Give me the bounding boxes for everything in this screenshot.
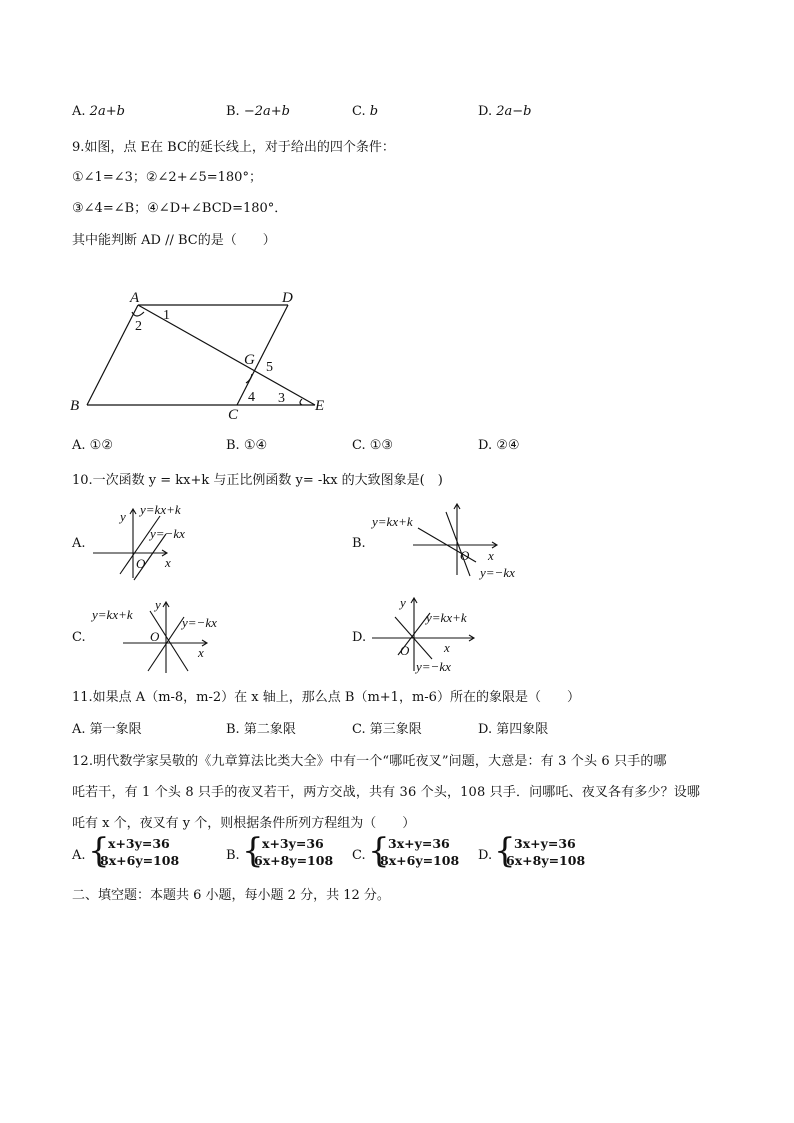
q10-graph-a (88, 498, 213, 583)
q12-option-d-eq1: 3x+y=36 (514, 836, 576, 851)
label-d: D (282, 290, 293, 306)
q9-figure (60, 282, 350, 422)
q12-option-d-eq2: 6x+8y=108 (506, 853, 586, 868)
q11-option-c: C. 第三象限 (352, 722, 422, 737)
svg-text:y=kx+k: y=kx+k (92, 607, 133, 622)
q10-graph-b (368, 500, 538, 585)
label-a: A (130, 290, 140, 306)
svg-text:y: y (120, 509, 126, 524)
q12-option-a-eq1: x+3y=36 (108, 836, 170, 851)
svg-text:y=−kx: y=−kx (150, 526, 185, 541)
q10-graph-d (368, 593, 518, 678)
q12-option-d-brace: { (494, 831, 516, 871)
q12-option-b-brace: { (242, 831, 264, 871)
q12-option-b-letter: B. (226, 848, 240, 863)
q12-option-a-letter: A. (72, 848, 86, 863)
svg-text:x: x (488, 548, 494, 563)
svg-text:O: O (150, 629, 160, 644)
angle-3-label: 3 (278, 391, 285, 406)
svg-text:y: y (155, 597, 161, 612)
angle-4-label: 4 (248, 390, 255, 405)
q10-option-d-letter: D. (352, 630, 367, 645)
q9-option-b: B. ①④ (226, 438, 268, 453)
q9-stem: 9.如图，点 E在 BC的延长线上，对于给出的四个条件： (72, 140, 395, 155)
q8-option-b: B. −2a+b (226, 104, 290, 119)
q10-option-b-letter: B. (352, 536, 366, 551)
svg-text:y=−kx: y=−kx (182, 615, 217, 630)
svg-text:O: O (136, 556, 146, 571)
label-e: E (315, 398, 325, 414)
svg-text:y=kx+k: y=kx+k (426, 610, 467, 625)
q12-line-3: 吒有 x 个，夜叉有 y 个，则根据条件所列方程组为（ ） (72, 816, 416, 831)
svg-text:x: x (165, 555, 171, 570)
svg-text:x: x (198, 645, 204, 660)
svg-text:y=kx+k: y=kx+k (140, 502, 181, 517)
q12-line-2: 吒若干，有 1 个头 8 只手的夜叉若干，两方交战，共有 36 个头，108 只手．问哪吒、夜叉各有多少？设哪 (72, 785, 701, 800)
q8-option-c: C. b (352, 104, 379, 119)
angle-2-label: 2 (135, 319, 142, 334)
q8-option-a: A. 2a+b (72, 104, 125, 119)
q10-graph-c (88, 595, 248, 680)
svg-text:O: O (400, 643, 410, 658)
svg-text:x: x (444, 640, 450, 655)
q9-option-d: D. ②④ (478, 438, 520, 453)
q11-stem: 11.如果点 A（m-8，m-2）在 x 轴上，那么点 B（m+1，m-6）所在的象限是（ ） (72, 690, 580, 705)
angle-5-label: 5 (266, 360, 273, 375)
q9-option-c: C. ①③ (352, 438, 394, 453)
q11-option-d: D. 第四象限 (478, 722, 549, 737)
q12-option-c-letter: C. (352, 848, 366, 863)
q12-option-b-eq1: x+3y=36 (262, 836, 324, 851)
q10-option-c-letter: C. (72, 630, 86, 645)
svg-text:y=−kx: y=−kx (480, 565, 515, 580)
angle-1-label: 1 (163, 308, 170, 323)
q12-option-c-eq2: 8x+6y=108 (380, 853, 460, 868)
q8-option-d: D. 2a−b (478, 104, 532, 119)
q12-option-d-letter: D. (478, 848, 493, 863)
q9-condition-1: ①∠1=∠3；②∠2+∠5=180°； (72, 170, 262, 185)
q12-option-a-eq2: 8x+6y=108 (100, 853, 180, 868)
label-c: C (228, 407, 239, 422)
label-b: B (70, 398, 80, 414)
section-heading-fill-in: 二、填空题：本题共 6 小题，每小题 2 分，共 12 分。 (72, 888, 390, 903)
svg-text:y: y (400, 595, 406, 610)
q12-option-a-brace: { (88, 831, 110, 871)
q12-option-c-eq1: 3x+y=36 (388, 836, 450, 851)
q9-option-a: A. ①② (72, 438, 113, 453)
svg-text:y=kx+k: y=kx+k (372, 514, 413, 529)
svg-text:O: O (460, 548, 470, 563)
q12-option-c-brace: { (368, 831, 390, 871)
label-g: G (244, 352, 255, 368)
q9-condition-2: ③∠4=∠B；④∠D+∠BCD=180°． (72, 201, 288, 216)
q11-option-b: B. 第二象限 (226, 722, 296, 737)
q12-line-1: 12.明代数学家吴敬的《九章算法比类大全》中有一个“哪吒夜叉”问题，大意是：有 3 个头 6 只手的哪 (72, 754, 667, 769)
q11-option-a: A. 第一象限 (72, 722, 142, 737)
q10-option-a-letter: A. (72, 536, 86, 551)
q9-question: 其中能判断 AD // BC的是（ ） (72, 233, 276, 248)
q10-stem: 10.一次函数 y = kx+k 与正比例函数 y= -kx 的大致图象是( ) (72, 473, 443, 488)
q12-option-b-eq2: 6x+8y=108 (254, 853, 334, 868)
svg-text:y=−kx: y=−kx (416, 659, 451, 674)
